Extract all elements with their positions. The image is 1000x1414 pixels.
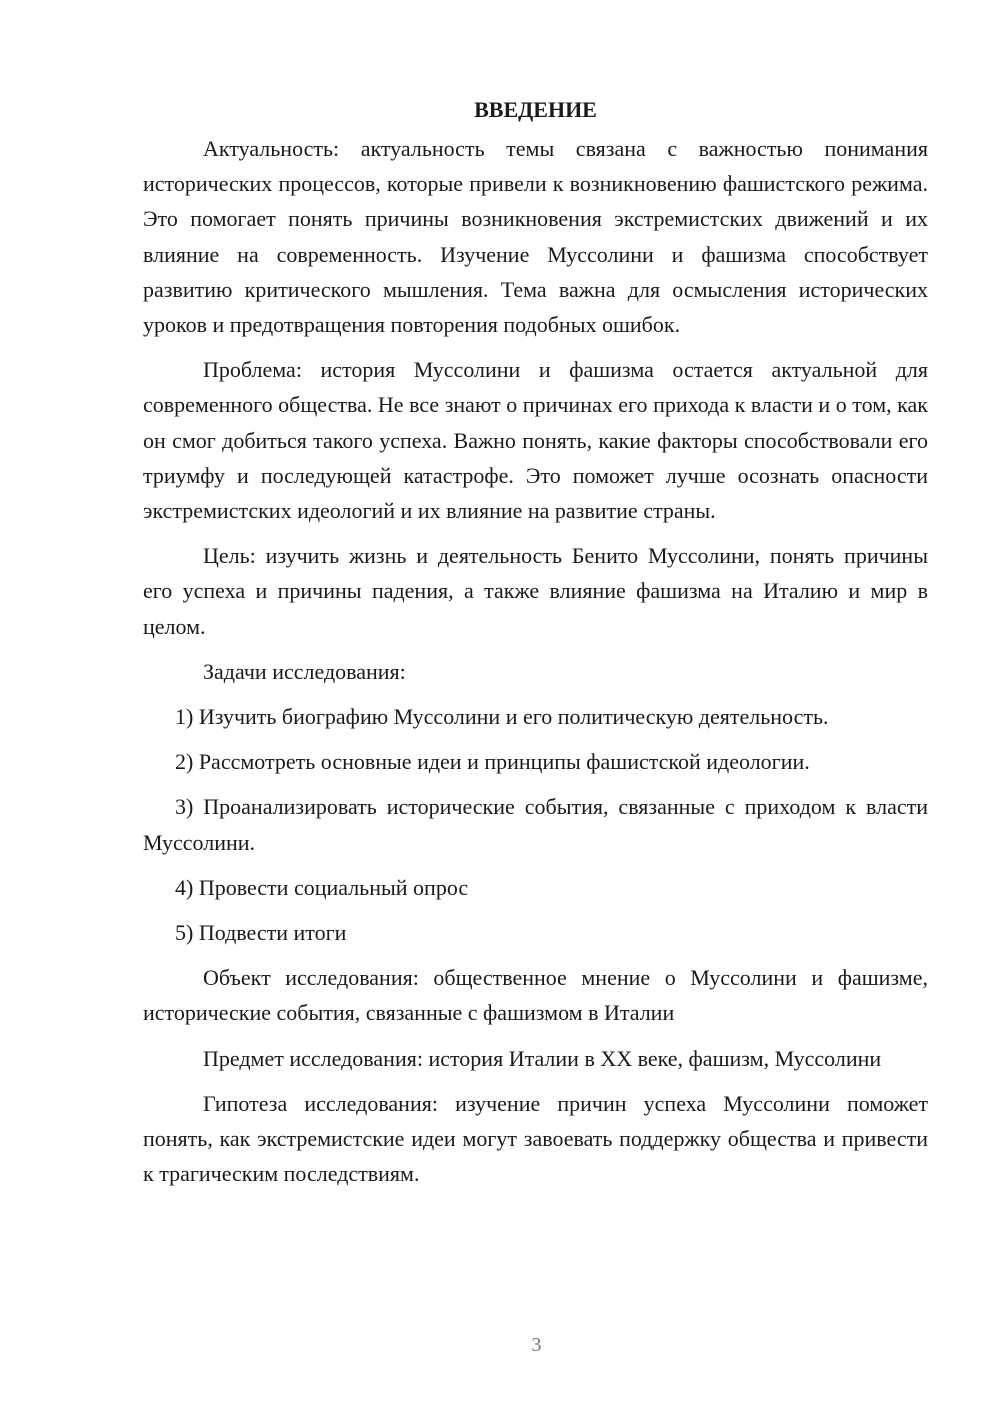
task-item-5: 5) Подвести итоги — [175, 920, 347, 946]
task-item-1: 1) Изучить биографию Муссолини и его политическую деятельность. — [175, 704, 829, 730]
paragraph-problem: Проблема: история Муссолини и фашизма остается актуальной для современного общества. Не все знают о причинах его прихода к власти и о том, как он смог добиться такого успеха. Важно понять, какие факторы способствовали его триумфу и последующей катастрофе. Это поможет лучше осознать опасности экстремистских идеологий и их влияние на развитие страны. — [143, 357, 928, 524]
document-page — [143, 92, 928, 1201]
section-title: ВВЕДЕНИЕ — [474, 97, 597, 122]
paragraph-hypothesis: Гипотеза исследования: изучение причин успеха Муссолини поможет понять, как экстремистские идеи могут завоевать поддержку общества и привести к трагическим последствиям. — [143, 1090, 928, 1187]
paragraph-goal: Цель: изучить жизнь и деятельность Бенито Муссолини, понять причины его успеха и причины падения, а также влияние фашизма на Италию и мир в целом. — [143, 543, 928, 639]
paragraph-object: Объект исследования: общественное мнение о Муссолини и фашизме, исторические события, связанные с фашизмом в Италии — [143, 965, 928, 1026]
paragraph-relevance: Актуальность: актуальность темы связана с важностью понимания исторических процессов, которые привели к возникновению фашистского режима. Это помогает понять причины возникновения экстремистских движений и их влияние на современность. Изучение Муссолини и фашизма способствует развитию критического мышления. Тема важна для осмысления исторических уроков и предотвращения повторения подобных ошибок. — [143, 136, 928, 338]
task-item-3: 3) Проанализировать исторические события, связанные с приходом к власти Муссолини. — [143, 794, 928, 855]
task-item-2: 2) Рассмотреть основные идеи и принципы фашистской идеологии. — [175, 749, 810, 775]
tasks-heading: Задачи исследования: — [203, 658, 406, 684]
page-number: 3 — [531, 1334, 542, 1356]
paragraph-subject: Предмет исследования: история Италии в XX веке, фашизм, Муссолини — [203, 1045, 882, 1071]
task-item-4: 4) Провести социальный опрос — [175, 874, 469, 900]
